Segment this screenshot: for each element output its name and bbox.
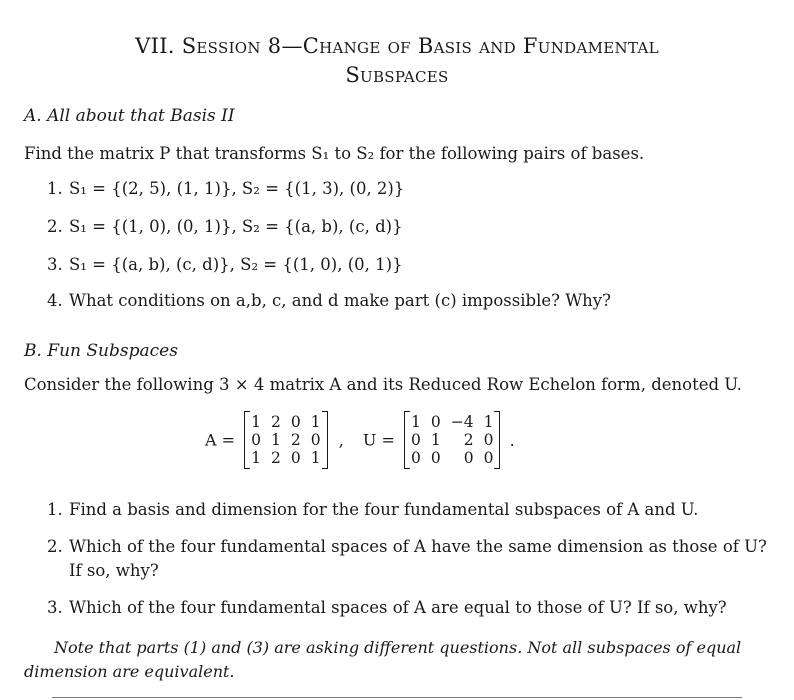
matrix-a-cell: 2 xyxy=(290,431,301,449)
matrix-a-cell: 2 xyxy=(271,449,281,467)
matrix-a-cell: 0 xyxy=(290,413,301,431)
matrix-u-cell: 0 xyxy=(430,413,441,431)
section-a-item-3 xyxy=(47,255,403,274)
item-number: 3. xyxy=(47,255,63,274)
item-number: 1. xyxy=(47,179,63,198)
matrix-u-cell: 1 xyxy=(483,413,494,431)
matrix-u-cell: 2 xyxy=(463,431,474,449)
section-b-item-3 xyxy=(47,598,727,617)
section-b-intro: Consider the following 3 × 4 matrix A and its Reduced Row Echelon form, denoted U. xyxy=(24,375,742,394)
note: Note that parts (1) and (3) are asking different questions. Not all subspaces of equal dimension are equivalent. xyxy=(24,638,742,681)
item-text: S₁ = {(2, 5), (1, 1)}, S₂ = {(1, 3), (0, 2)} xyxy=(69,179,405,198)
matrix-a-cell: 0 xyxy=(290,449,301,467)
section-b-title: B. Fun Subspaces xyxy=(24,341,178,361)
matrix-u-cell: 1 xyxy=(411,413,421,431)
matrix-u xyxy=(406,413,498,467)
section-a-item-4 xyxy=(47,291,611,310)
matrix-u-cell: 0 xyxy=(430,449,441,467)
matrix-u-cell: 0 xyxy=(463,449,474,467)
matrix-a-cell: 1 xyxy=(251,449,262,467)
item-text: S₁ = {(1, 0), (0, 1)}, S₂ = {(a, b), (c, d)} xyxy=(69,217,403,236)
matrix-u-cell: 0 xyxy=(483,449,494,467)
item-text: Which of the four fundamental spaces of A have the same dimension as those of U? xyxy=(69,537,767,556)
matrix-a-cell: 1 xyxy=(251,413,262,431)
section-a-item-2 xyxy=(47,217,403,236)
matrix-a-label: A = xyxy=(205,430,236,450)
item-number: 2. xyxy=(47,217,63,236)
item-number: 2. xyxy=(47,537,63,556)
matrix-u-label: U = xyxy=(362,430,395,450)
item-text: Which of the four fundamental spaces of A are equal to those of U? If so, why? xyxy=(69,598,727,617)
matrix-u-cell: 0 xyxy=(411,431,421,449)
matrix-separator: , xyxy=(338,430,344,450)
heading-line-1: VII. Session 8—Change of Basis and Fundamental xyxy=(135,34,659,58)
item-number: 4. xyxy=(47,291,63,310)
heading-line-2: Subspaces xyxy=(345,63,449,87)
item-number: 1. xyxy=(47,500,63,519)
section-b-item-1 xyxy=(47,500,698,519)
matrix-a xyxy=(246,413,326,467)
matrix-a-cell: 1 xyxy=(310,413,321,431)
matrix-a-cell: 1 xyxy=(271,431,281,449)
item-number: 3. xyxy=(47,598,63,617)
section-a-title: A. All about that Basis II xyxy=(24,106,235,126)
matrix-u-cell: 1 xyxy=(430,431,441,449)
matrix-a-cell: 1 xyxy=(310,449,321,467)
section-a-intro: Find the matrix P that transforms S₁ to S₂ for the following pairs of bases. xyxy=(24,144,645,163)
matrix-u-cell: −4 xyxy=(450,413,474,431)
matrix-end-punct: . xyxy=(509,430,515,450)
section-b-item-2-cont: If so, why? xyxy=(69,561,159,580)
matrix-u-cell: 0 xyxy=(411,449,421,467)
item-text: S₁ = {(a, b), (c, d)}, S₂ = {(1, 0), (0, 1)} xyxy=(69,255,403,274)
matrix-a-cell: 2 xyxy=(271,413,281,431)
matrix-u-cell: 0 xyxy=(483,431,494,449)
page-divider xyxy=(52,697,742,698)
section-a-item-1 xyxy=(47,179,404,198)
item-text: Find a basis and dimension for the four fundamental subspaces of A and U. xyxy=(69,500,699,519)
matrix-a-cell: 0 xyxy=(251,431,262,449)
matrix-equation xyxy=(205,413,515,467)
section-b-item-2 xyxy=(47,537,767,556)
item-text: What conditions on a,b, c, and d make part (c) impossible? Why? xyxy=(69,291,611,310)
matrix-a-cell: 0 xyxy=(310,431,321,449)
